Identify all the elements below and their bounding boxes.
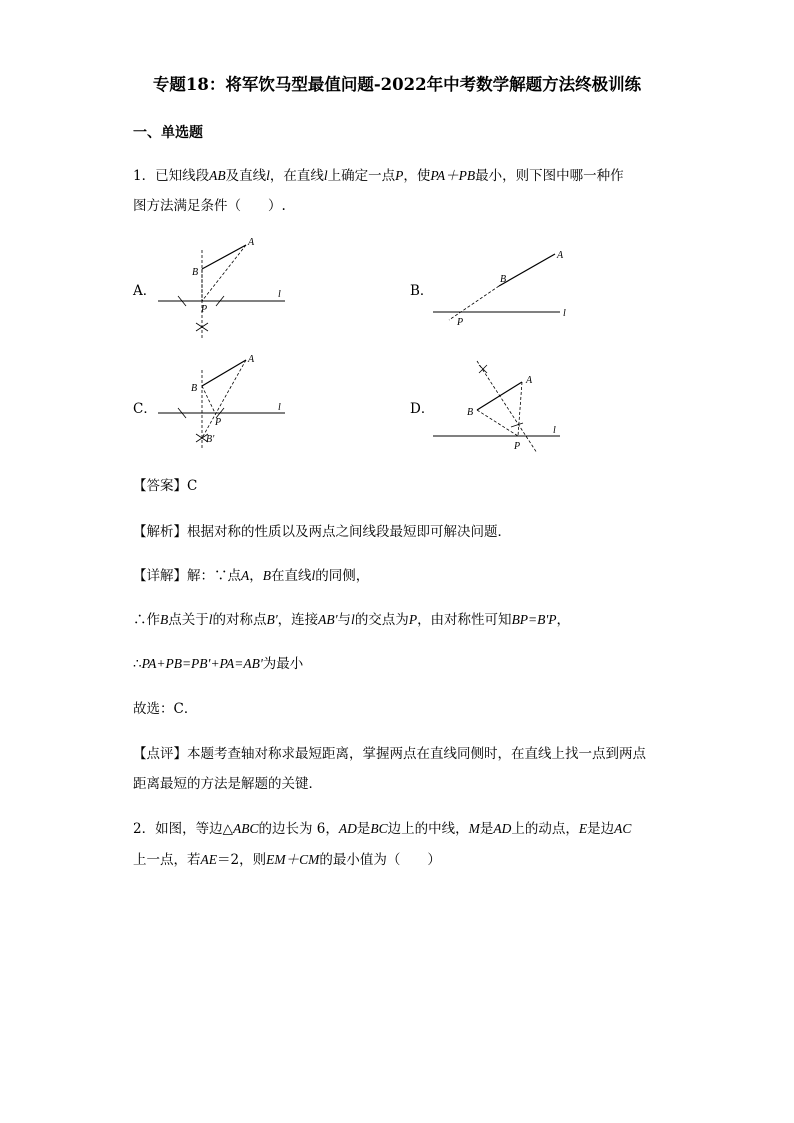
analysis-line <box>133 522 511 542</box>
answer-tag: 【答案】 <box>133 478 187 494</box>
answer-line <box>133 476 197 496</box>
detail-var: l <box>351 612 355 627</box>
detail-text: 在直线 <box>271 568 312 584</box>
q2-var: AD <box>493 821 512 836</box>
label-a: A <box>248 237 255 248</box>
q1-text: ，使 <box>403 168 431 184</box>
dashed-extension <box>449 286 499 320</box>
detail-var: B <box>160 612 169 627</box>
section-heading: 一、单选题 <box>133 125 203 141</box>
q1-var: l <box>323 168 328 183</box>
analysis-tag: 【解析】 <box>133 524 187 540</box>
detail-var: PA+PB=PB'+PA=AB' <box>141 656 263 671</box>
label-l: l <box>278 289 281 300</box>
label-b: B <box>500 274 507 285</box>
q2-text: 2．如图，等边 <box>133 821 223 837</box>
dashed-ap <box>202 245 246 301</box>
detail-text: 解：∵点 <box>187 568 241 584</box>
label-l: l <box>553 425 556 436</box>
comment-text: 本题考查轴对称求最短距离，掌握两点在直线同侧时，在直线上找一点到两点 <box>187 746 646 762</box>
q2-text: 上的动点， <box>511 821 579 837</box>
option-c-label: C． <box>133 401 157 417</box>
detail-text: ，由对称性可知 <box>417 612 512 628</box>
q1-text: 1．已知线段 <box>133 168 210 184</box>
page-title: 专题18：将军饮马型最值问题-2022年中考数学解题方法终极训练 <box>152 75 642 94</box>
q2-var: BC <box>370 821 388 836</box>
q2-text: 上一点，若 <box>133 852 201 868</box>
detail-line1 <box>133 566 369 586</box>
detail-line2 <box>133 610 570 630</box>
q2-var: AC <box>614 821 632 836</box>
detail-text: ， <box>556 612 571 628</box>
q2-var: AD <box>338 821 357 836</box>
detail-text: 的同侧， <box>315 568 370 584</box>
option-d-label: D． <box>410 401 435 417</box>
q1-text: 及直线 <box>225 168 267 184</box>
q1-var: PA＋PB <box>430 168 476 183</box>
dashed-bp <box>202 386 215 413</box>
label-p: P <box>457 317 464 328</box>
label-p: P <box>201 304 208 315</box>
q2-text: 的边长为 6， <box>258 821 339 837</box>
detail-var: P <box>408 612 418 627</box>
detail-var: A <box>241 568 250 583</box>
q2-var: AE <box>200 852 217 867</box>
detail-text: 的对称点 <box>212 612 267 628</box>
q1-var: P <box>395 168 404 183</box>
detail-text: ，连接 <box>277 612 319 628</box>
detail-tag: 【详解】 <box>133 568 187 584</box>
answer-value: C <box>187 478 198 494</box>
comment-tag: 【点评】 <box>133 746 187 762</box>
segment-ab <box>499 254 555 286</box>
q2-var: △ABC <box>222 821 259 836</box>
q2-text: 的最小值为（ ） <box>319 852 441 868</box>
detail-var: B' <box>266 612 278 627</box>
comment-line2: 距离最短的方法是解题的关键． <box>133 776 322 792</box>
label-a: A <box>248 354 255 365</box>
option-a-label: A． <box>133 283 157 299</box>
detail-line4: 故选：C． <box>133 701 198 717</box>
q2-var: E <box>578 821 588 836</box>
label-b-prime: B' <box>206 434 215 445</box>
q2-line2 <box>133 850 441 870</box>
q2-var: M <box>468 821 480 836</box>
figure-c <box>150 350 300 450</box>
label-a: A <box>557 250 564 261</box>
q1-var: AB <box>209 168 226 183</box>
label-l: l <box>563 308 566 319</box>
q2-text: 是边 <box>587 821 615 837</box>
q2-text: 边上的中线， <box>387 821 469 837</box>
label-b: B <box>467 407 474 418</box>
q1-line1 <box>133 166 624 186</box>
detail-text: ， <box>249 568 263 584</box>
detail-text: ∴ <box>133 656 142 672</box>
detail-var: l <box>208 612 213 627</box>
q2-text: 是 <box>356 821 371 837</box>
detail-var: BP=B'P <box>511 612 557 627</box>
q2-text: ＝2，则 <box>217 852 267 868</box>
q1-var: l <box>266 168 270 183</box>
detail-text: 为最小 <box>262 656 304 672</box>
cross-mark <box>511 423 523 427</box>
detail-text: 与 <box>337 612 352 628</box>
cross-mark <box>479 365 487 373</box>
detail-text: 点关于 <box>168 612 209 628</box>
label-p: P <box>514 441 521 452</box>
label-l: l <box>278 402 281 413</box>
label-b: B <box>192 267 199 278</box>
analysis-text: 根据对称的性质以及两点之间线段最短即可解决问题． <box>187 524 511 540</box>
figure-b <box>425 240 585 335</box>
detail-var: B <box>262 568 271 583</box>
dashed-ab-prime <box>202 360 246 438</box>
option-b-label: B． <box>410 283 434 299</box>
segment-ab <box>202 245 246 269</box>
q1-text: 上确定一点 <box>327 168 396 184</box>
label-a: A <box>526 375 533 386</box>
cross-mark <box>196 323 208 331</box>
q2-text: 是 <box>479 821 494 837</box>
detail-var: l <box>311 568 316 583</box>
q1-line2: 图方法满足条件（ ）. <box>133 198 286 214</box>
segment-ab <box>202 360 246 386</box>
q1-text: ，在直线 <box>269 168 324 184</box>
detail-text: 的交点为 <box>354 612 409 628</box>
q2-var: EM＋CM <box>266 852 320 867</box>
label-b: B <box>191 383 198 394</box>
label-p: P <box>215 417 222 428</box>
q2-line1 <box>133 819 631 839</box>
comment-line1 <box>133 744 646 764</box>
dashed-bp <box>477 410 518 436</box>
q1-text: 最小，则下图中哪一种作 <box>475 168 624 184</box>
detail-text: ∴作 <box>133 612 160 628</box>
detail-var: AB' <box>318 612 338 627</box>
figure-d <box>425 355 585 455</box>
detail-line3 <box>133 654 303 674</box>
figure-a <box>150 230 300 345</box>
dashed-ap <box>518 382 522 436</box>
